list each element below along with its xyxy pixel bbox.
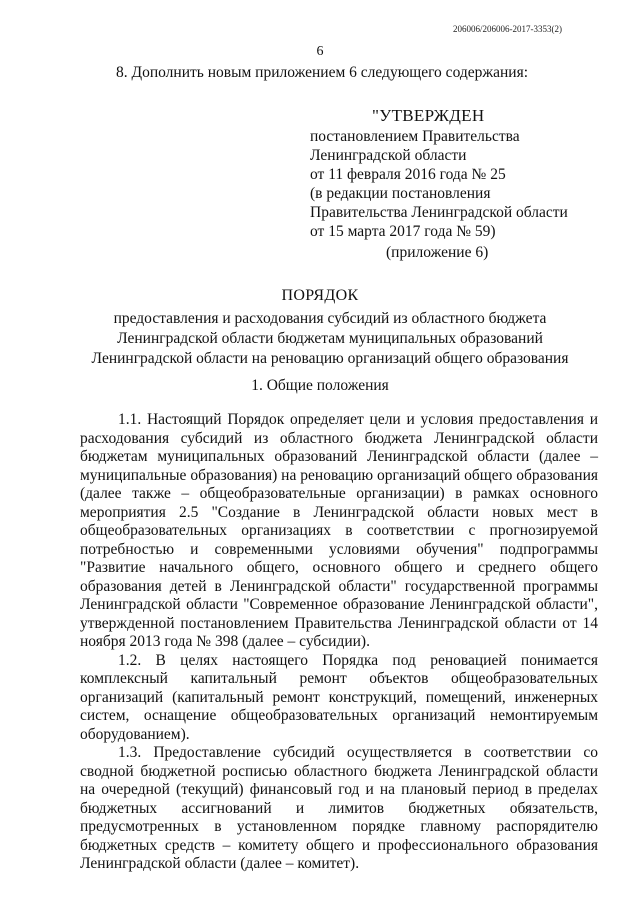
- subtitle-line: Ленинградской области бюджетам муниципальных образований: [117, 330, 543, 347]
- subtitle-line: предоставления и расходования субсидий из областного бюджета: [113, 310, 547, 327]
- paragraph-1-1: 1.1. Настоящий Порядок определяет цели и условия предоставления и расходования субсидий из областного бюджета Ленинградской области бюджетам муниципальных образований Ленинградской области (далее – муниципальные образования) на реновацию организаций общего образования (далее также – общеобразовательные организации) в рамках основного мероприятия 2.5 "Создание в Ленинградской области новых мест в общеобразовательных организациях в соответствии с прогнозируемой потребностью и современными условиями обучения" подпрограммы "Развитие начального общего, основного общего и среднего общего образования детей в Ленинградской области" государственной программы Ленинградской области "Современное образование Ленинградской области", утвержденной постановлением Правительства Ленинградской области от 14 ноября 2013 года № 398 (далее – субсидии).: [80, 411, 598, 650]
- approval-block: [310, 106, 568, 241]
- approval-line: постановлением Правительства: [310, 128, 520, 145]
- approval-line: от 11 февраля 2016 года № 25: [310, 166, 506, 183]
- document-id: 206006/206006-2017-3353(2): [453, 24, 562, 34]
- approval-heading: "УТВЕРЖДЕН: [372, 106, 485, 125]
- subtitle-line: Ленинградской области на реновацию организаций общего образования: [91, 350, 569, 367]
- approval-line: (в редакции постановления: [310, 185, 491, 202]
- section-heading: 1. Общие положения: [251, 377, 389, 394]
- document-title: ПОРЯДОК: [281, 287, 359, 304]
- page-number: 6: [316, 44, 324, 59]
- appendix-label: (приложение 6): [386, 244, 489, 261]
- paragraph-1-3: 1.3. Предоставление субсидий осуществляется в соответствии со сводной бюджетной росписью областного бюджета Ленинградской области на очередной (текущий) финансовый год и на плановый период в пределах бюджетных ассигнований и лимитов бюджетных обязательств, предусмотренных в установленном порядке главному распорядителю бюджетных средств – комитету общего и профессионального образования Ленинградской области (далее – комитет).: [80, 744, 598, 872]
- approval-line: Ленинградской области: [310, 147, 467, 164]
- paragraph-1-2: 1.2. В целях настоящего Порядка под реновацией понимается комплексный капитальный ремонт объектов общеобразовательных организаций (капитальный ремонт конструкций, помещений, инженерных систем, оснащение общеобразовательных организаций немонтируемым оборудованием).: [80, 651, 598, 743]
- document-body: [80, 411, 598, 874]
- document-subtitle: [80, 309, 580, 369]
- approval-line: от 15 марта 2017 года № 59): [310, 223, 496, 240]
- amendment-intro: 8. Дополнить новым приложением 6 следующего содержания:: [116, 64, 528, 81]
- approval-line: Правительства Ленинградской области: [310, 204, 568, 221]
